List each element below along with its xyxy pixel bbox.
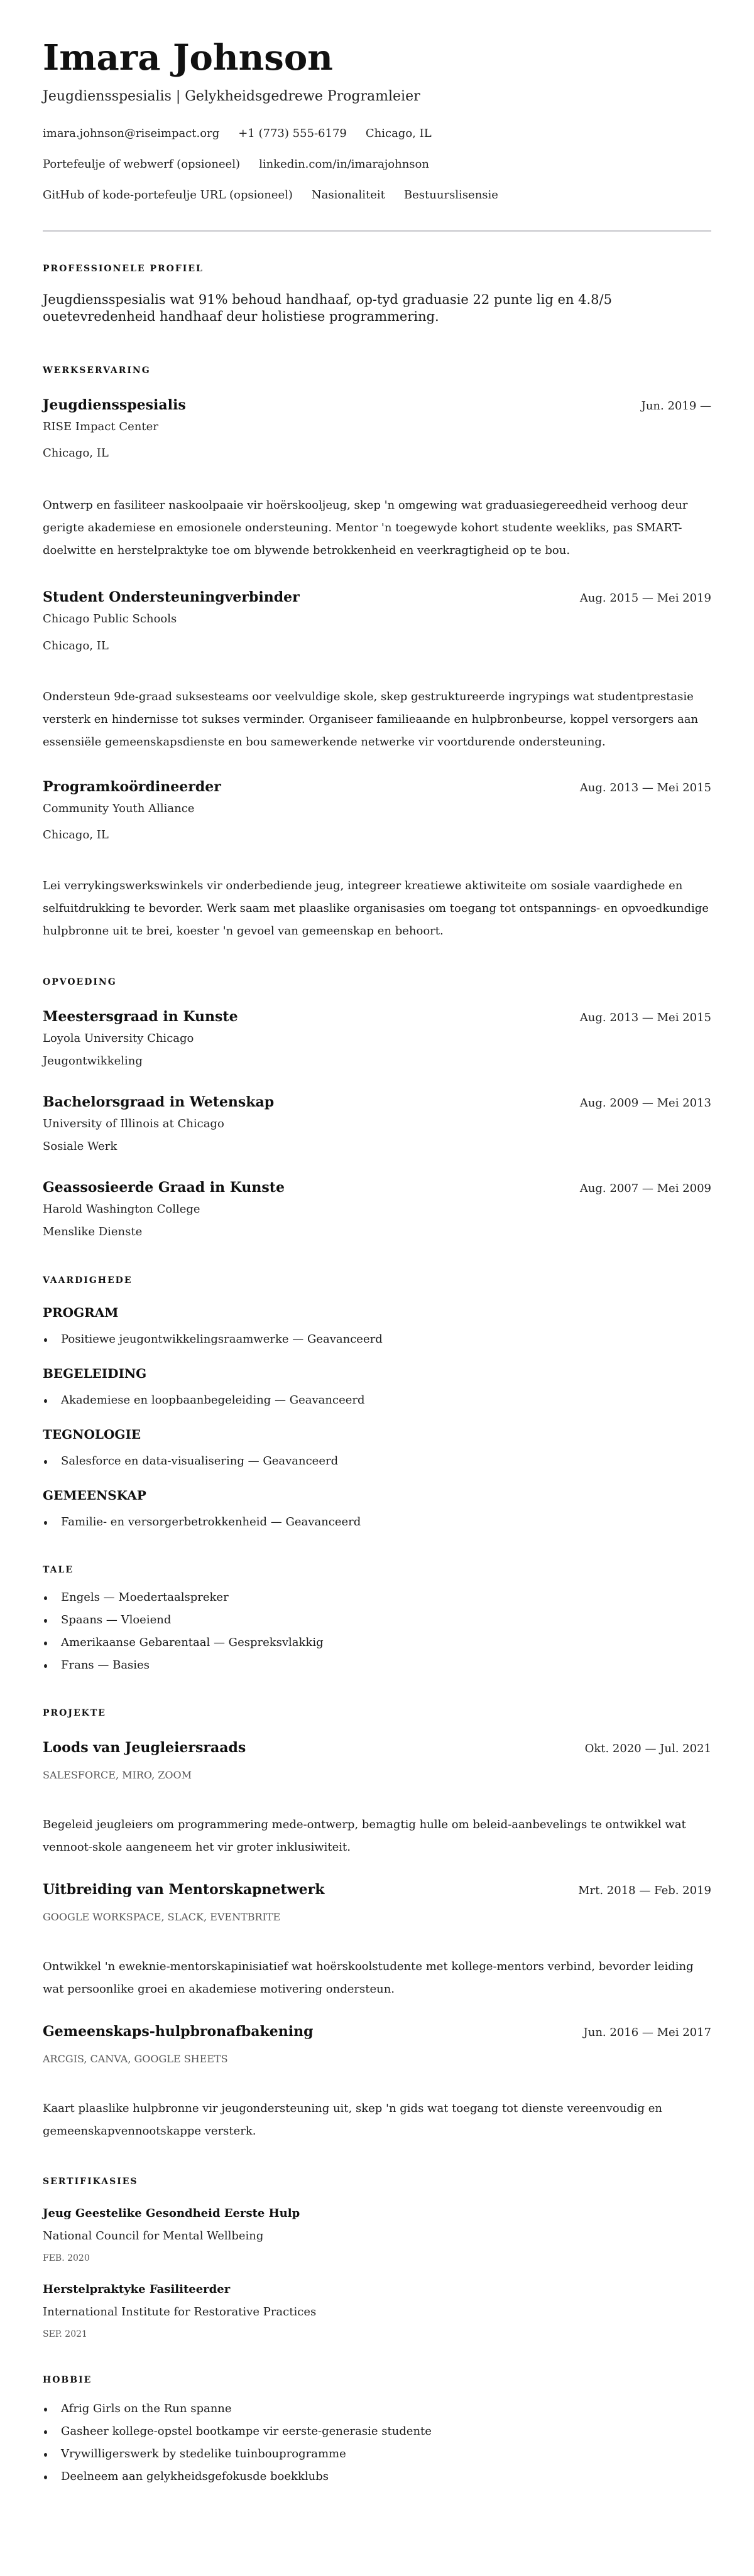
- language-item: Engels — Moedertaalspreker: [43, 1589, 711, 1606]
- degree: Bachelorsgraad in Wetenskap: [43, 1094, 275, 1110]
- project-description: Begeleid jeugleiers om programmering mede-ontwerp, bemagtig hulle om beleid-aanbevelings te ontwikkel wat vennoot-skole aangeneem het vir groter inklusiwiteit.: [43, 1818, 686, 1854]
- school: Loyola University Chicago: [43, 1032, 194, 1045]
- skill-category: PROGRAM: [43, 1305, 119, 1320]
- job-date: Jun. 2019 —: [641, 399, 711, 413]
- language-item: Frans — Basies: [43, 1657, 711, 1674]
- job-title: Jeugdiensspesialis: [43, 397, 186, 413]
- section-heading-education: OPVOEDING: [43, 977, 117, 987]
- school: Harold Washington College: [43, 1203, 200, 1216]
- contact-row: [43, 124, 711, 143]
- school: University of Illinois at Chicago: [43, 1117, 224, 1130]
- section-heading-hobbies: HOBBIE: [43, 2375, 92, 2385]
- job-description: Lei verrykingswerkswinkels vir onderbediende jeug, integreer kreatiewe aktiwiteite om sosiale vaardighede en selfuitdrukking te bevorder. Werk saam met plaaslike organisasies om toegang tot ontspannings- en opvoedkundige hulpbronne uit te brei, koester 'n gevoel van gemeenskap en behoort.: [43, 879, 709, 938]
- skill-item: Salesforce en data-visualisering — Geavanceerd: [43, 1453, 711, 1469]
- certification-issuer: National Council for Mental Wellbeing: [43, 2229, 264, 2243]
- project-title: Uitbreiding van Mentorskapnetwerk: [43, 1881, 325, 1898]
- education-date: Aug. 2007 — Mei 2009: [579, 1182, 711, 1195]
- job-title: Student Ondersteuningverbinder: [43, 589, 300, 605]
- project-entry: [43, 2023, 711, 2143]
- location: Chicago, IL: [365, 127, 432, 140]
- profile-summary: Jeugdiensspesialis wat 91% behoud handhaaf, op-tyd graduasie 22 punte lig en 4.8/5 ouetevredenheid handhaaf deur holistiese programmering.: [43, 292, 612, 324]
- skill-item: Familie- en versorgerbetrokkenheid — Geavanceerd: [43, 1514, 711, 1530]
- divider: [43, 230, 711, 232]
- project-tech: SALESFORCE, MIRO, ZOOM: [43, 1769, 192, 1781]
- skill-category: GEMEENSKAP: [43, 1488, 146, 1503]
- job-company: Community Youth Alliance: [43, 802, 195, 815]
- section-heading-profile: PROFESSIONELE PROFIEL: [43, 264, 204, 274]
- certification-date: SEP. 2021: [43, 2329, 87, 2339]
- project-entry: [43, 1739, 711, 1859]
- education-entry: [43, 1093, 711, 1155]
- section-heading-projects: PROJEKTE: [43, 1708, 106, 1718]
- section-heading-skills: VAARDIGHEDE: [43, 1275, 133, 1285]
- project-tech: ARCGIS, CANVA, GOOGLE SHEETS: [43, 2053, 228, 2065]
- job-location: Chicago, IL: [43, 446, 109, 460]
- portfolio-link[interactable]: Portefeulje of webwerf (opsioneel): [43, 158, 241, 171]
- section-heading-experience: WERKSERVARING: [43, 365, 151, 376]
- education-entry: [43, 1008, 711, 1069]
- degree: Geassosieerde Graad in Kunste: [43, 1179, 285, 1196]
- resume: [43, 38, 711, 2485]
- experience-list: [43, 396, 711, 943]
- job-company: Chicago Public Schools: [43, 612, 177, 625]
- headline: Jeugdiensspesialis | Gelykheidsgedrewe Programleier: [43, 89, 420, 104]
- job-entry: [43, 588, 711, 754]
- nationality: Nasionaliteit: [311, 188, 385, 202]
- github-link[interactable]: GitHub of kode-portefeulje URL (opsioneel): [43, 188, 293, 202]
- education-date: Aug. 2009 — Mei 2013: [579, 1096, 711, 1110]
- project-title: Gemeenskaps-hulpbronafbakening: [43, 2023, 314, 2040]
- skill-item: Positiewe jeugontwikkelingsraamwerke — Geavanceerd: [43, 1331, 711, 1348]
- skill-category: TEGNOLOGIE: [43, 1427, 141, 1442]
- project-entry: [43, 1881, 711, 2001]
- education-entry: [43, 1179, 711, 1240]
- phone: +1 (773) 555-6179: [238, 127, 347, 140]
- skill-item: Akademiese en loopbaanbegeleiding — Geavanceerd: [43, 1392, 711, 1409]
- language-item: Spaans — Vloeiend: [43, 1612, 711, 1628]
- certification-date: FEB. 2020: [43, 2253, 90, 2263]
- certification-title: Herstelpraktyke Fasiliteerder: [43, 2283, 231, 2296]
- job-entry: [43, 396, 711, 562]
- project-description: Kaart plaaslike hulpbronne vir jeugondersteuning uit, skep 'n gids wat toegang tot dienste vereenvoudig en gemeenskapvennootskappe versterk.: [43, 2102, 663, 2138]
- hobby-item: Vrywilligerswerk by stedelike tuinbouprogramme: [43, 2446, 711, 2462]
- certification-issuer: International Institute for Restorative Practices: [43, 2305, 317, 2319]
- project-date: Jun. 2016 — Mei 2017: [583, 2026, 711, 2039]
- hobby-item: Gasheer kollege-opstel bootkampe vir eerste-generasie studente: [43, 2423, 711, 2440]
- job-title: Programkoördineerder: [43, 779, 221, 795]
- language-item: Amerikaanse Gebarentaal — Gespreksvlakkig: [43, 1635, 711, 1651]
- field-of-study: Menslike Dienste: [43, 1225, 143, 1238]
- drivers-license: Bestuurslisensie: [403, 188, 498, 202]
- project-title: Loods van Jeugleiersraads: [43, 1740, 246, 1756]
- field-of-study: Jeugontwikkeling: [43, 1054, 143, 1068]
- contact-row: [43, 155, 711, 174]
- job-description: Ontwerp en fasiliteer naskoolpaaie vir hoërskooljeug, skep 'n omgewing wat graduasiegereedheid verhoog deur gerigte akademiese en emosionele ondersteuning. Mentor 'n toegewyde kohort studente weekliks, pas SMART-doelwitte en herstelpraktyke toe om blywende betrokkenheid en veerkragtigheid op te bou.: [43, 499, 688, 557]
- degree: Meestersgraad in Kunste: [43, 1009, 238, 1025]
- education-date: Aug. 2013 — Mei 2015: [579, 1011, 711, 1024]
- linkedin-link[interactable]: linkedin.com/in/imarajohnson: [259, 158, 429, 171]
- job-location: Chicago, IL: [43, 828, 109, 842]
- section-heading-languages: TALE: [43, 1565, 74, 1575]
- job-date: Aug. 2015 — Mei 2019: [579, 592, 711, 605]
- email-link[interactable]: imara.johnson@riseimpact.org: [43, 127, 220, 140]
- hobby-item: Deelneem aan gelykheidsgefokusde boekklubs: [43, 2469, 711, 2485]
- certification-entry: [43, 2282, 711, 2341]
- candidate-name: Imara Johnson: [43, 37, 333, 78]
- project-date: Mrt. 2018 — Feb. 2019: [578, 1884, 711, 1897]
- certification-entry: [43, 2206, 711, 2265]
- contact-row: [43, 186, 711, 205]
- project-tech: GOOGLE WORKSPACE, SLACK, EVENTBRITE: [43, 1911, 281, 1923]
- hobby-item: Afrig Girls on the Run spanne: [43, 2401, 711, 2417]
- project-description: Ontwikkel 'n eweknie-mentorskapinisiatief wat hoërskoolstudente met kollege-mentors verbind, bevorder leiding wat persoonlike groei en akademiese motivering ondersteun.: [43, 1960, 694, 1996]
- skill-category: BEGELEIDING: [43, 1366, 147, 1381]
- field-of-study: Sosiale Werk: [43, 1140, 117, 1153]
- job-description: Ondersteun 9de-graad suksesteams oor veelvuldige skole, skep gestruktureerde ingrypings wat studentprestasie versterk en hindernisse tot sukses verminder. Organiseer familieaande en hulpbronbeurse, koppel versorgers aan essensiële gemeenskapsdienste en bou samewerkende netwerke vir voortdurende ondersteuning.: [43, 690, 699, 749]
- job-company: RISE Impact Center: [43, 420, 158, 433]
- certification-title: Jeug Geestelike Gesondheid Eerste Hulp: [43, 2207, 300, 2220]
- job-location: Chicago, IL: [43, 639, 109, 652]
- project-date: Okt. 2020 — Jul. 2021: [584, 1742, 711, 1755]
- job-date: Aug. 2013 — Mei 2015: [579, 781, 711, 794]
- job-entry: [43, 778, 711, 943]
- section-heading-certifications: SERTIFIKASIES: [43, 2177, 138, 2187]
